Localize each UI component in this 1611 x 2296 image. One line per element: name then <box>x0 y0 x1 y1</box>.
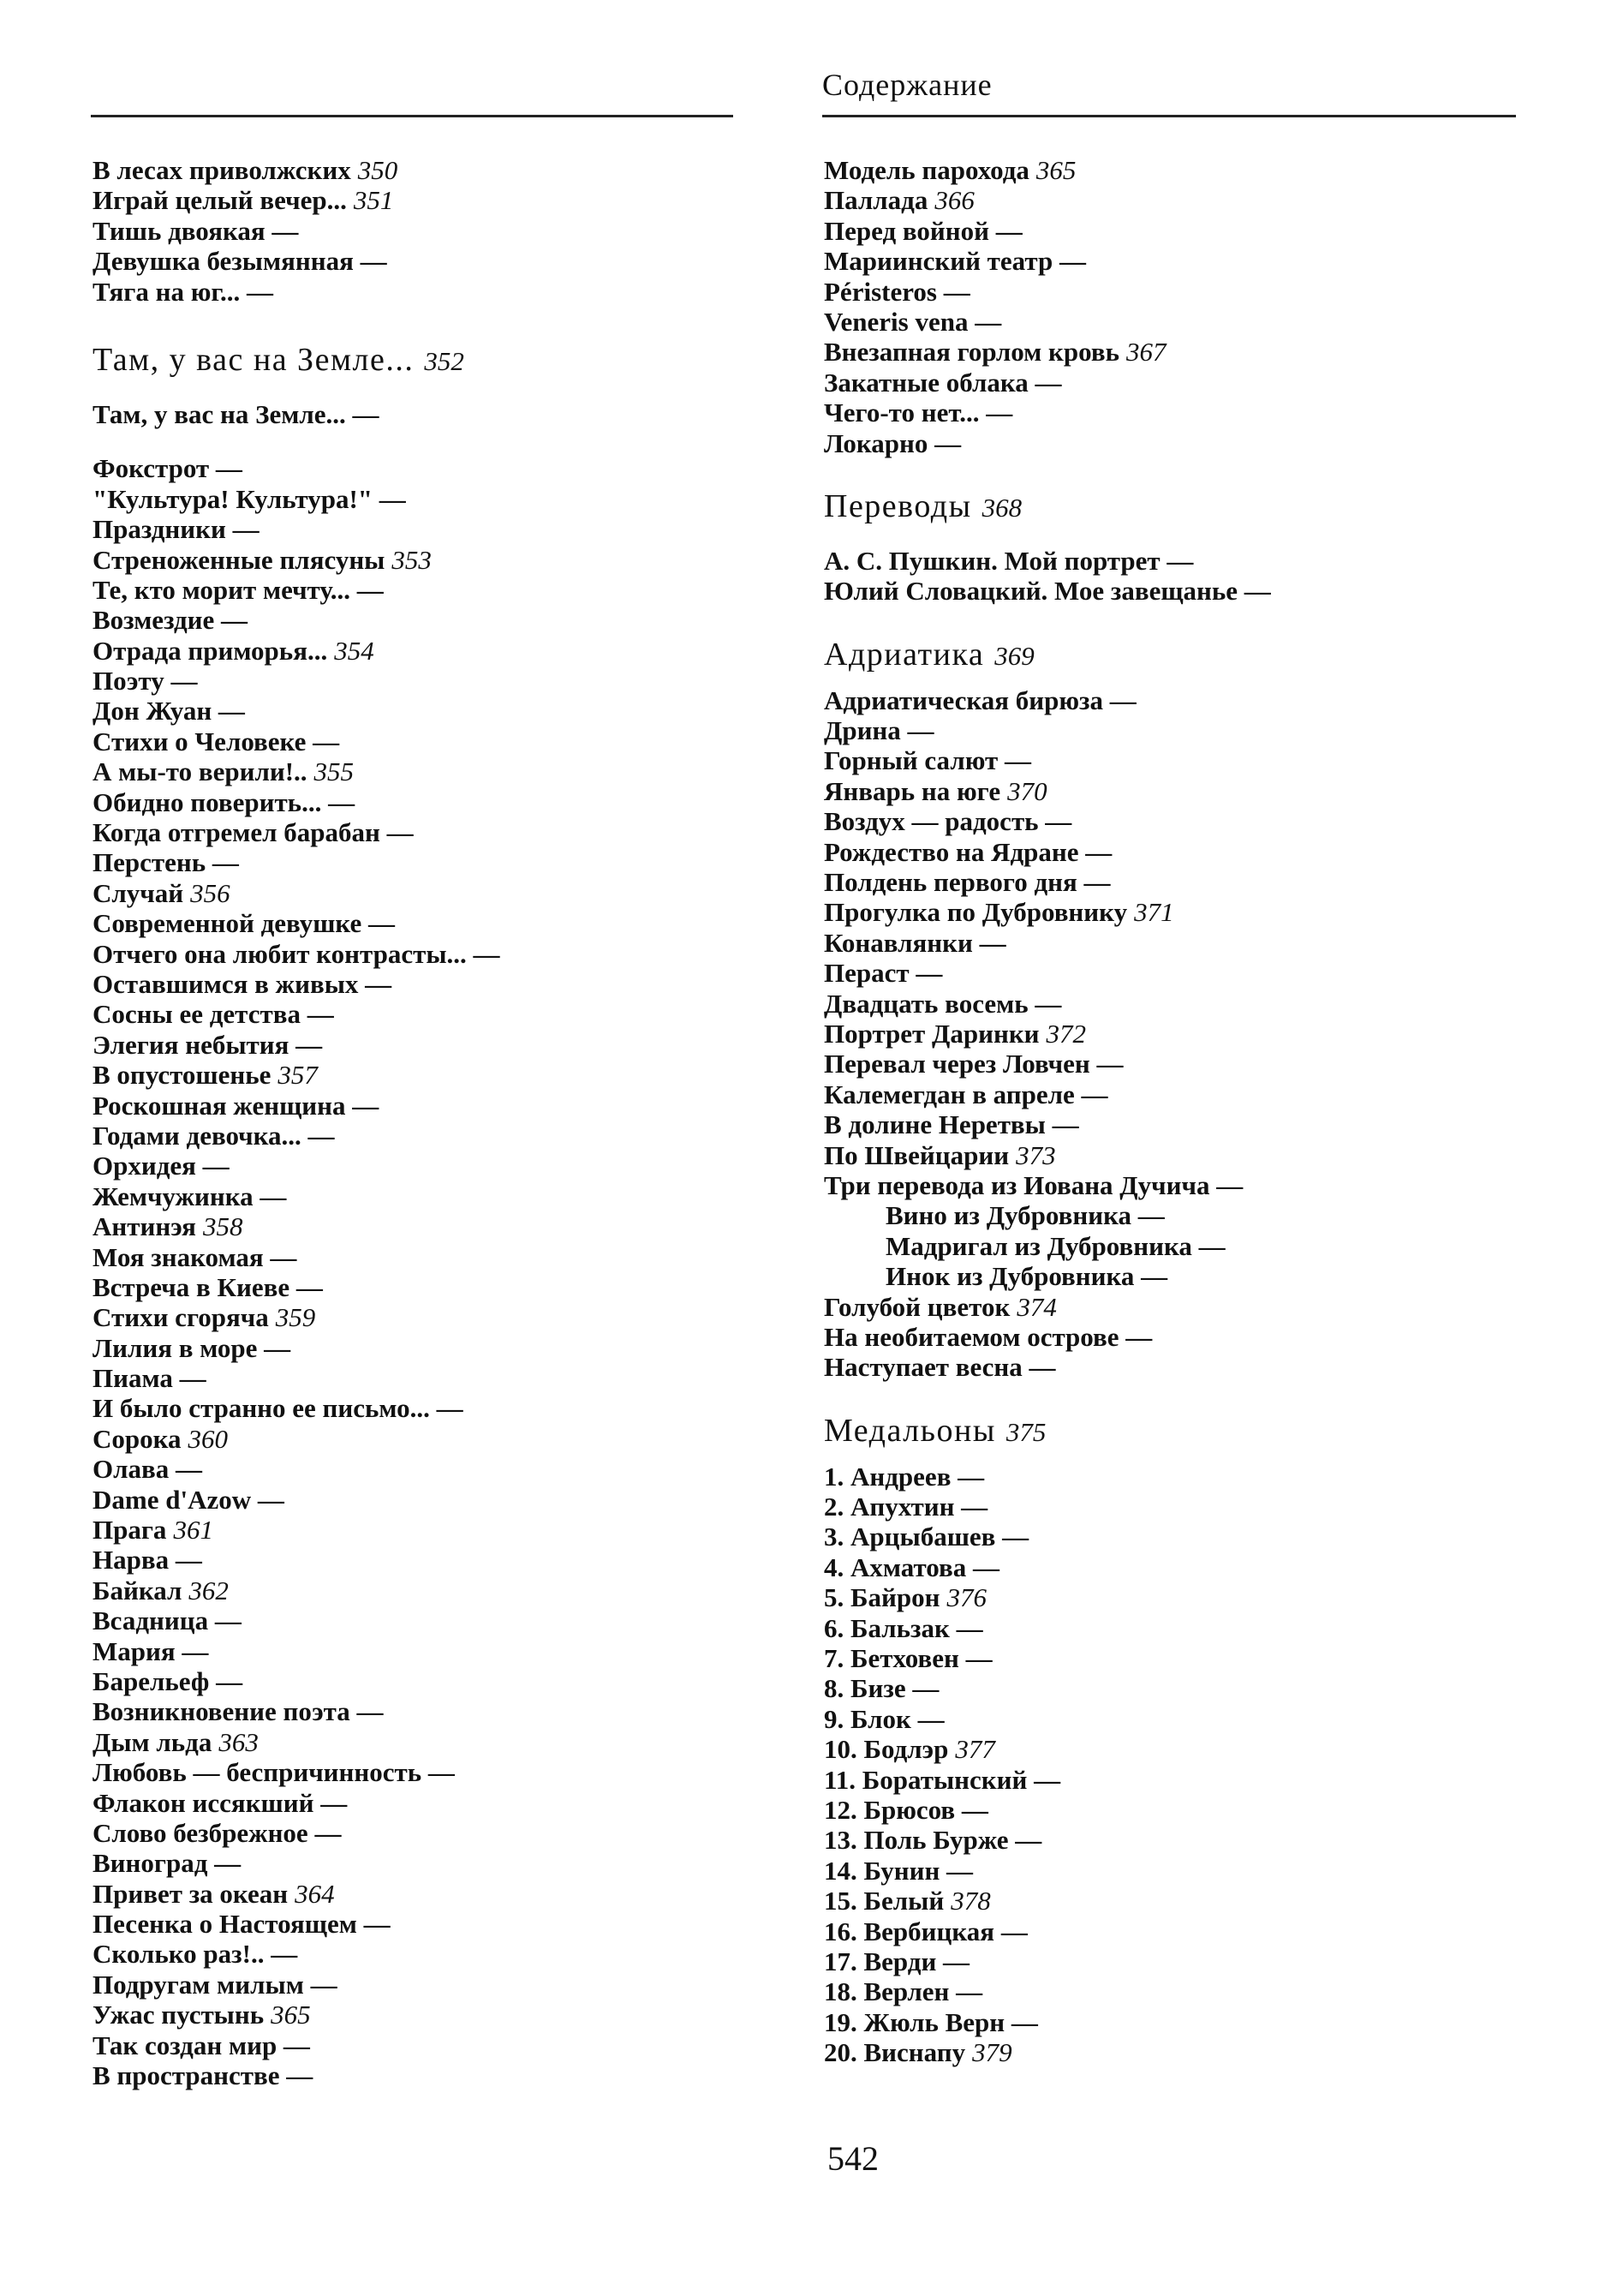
toc-entry-title: Барельеф — <box>92 1665 243 1696</box>
toc-entry-title: Там, у вас на Земле... — <box>92 398 379 429</box>
toc-entry-title: Воздух — радость — <box>824 806 1072 837</box>
toc-entry <box>92 1757 743 1787</box>
toc-entry <box>92 605 743 635</box>
toc-entry <box>824 1352 1526 1382</box>
toc-entry-page: 356 <box>190 877 230 908</box>
toc-entry-title: 13. Поль Бурже — <box>824 1825 1042 1856</box>
toc-entry-title: Лилия в море — <box>92 1332 291 1363</box>
toc-entry <box>824 576 1526 606</box>
toc-entry <box>92 1909 743 1939</box>
toc-entry-page: 362 <box>188 1575 229 1605</box>
toc-entry-title: Péristeros — <box>824 276 970 307</box>
toc-entry <box>824 928 1526 958</box>
section-heading <box>92 341 743 380</box>
toc-entry <box>92 277 743 307</box>
toc-entry-page: 360 <box>188 1423 229 1454</box>
toc-entry <box>824 1704 1526 1734</box>
toc-entry-title: Инок из Дубровника — <box>886 1261 1168 1292</box>
toc-entry <box>824 1231 1526 1261</box>
toc-entry-page: 351 <box>353 185 394 216</box>
toc-entry-title: Стихи о Человеке — <box>92 726 340 756</box>
toc-entry-title: Модель парохода <box>824 155 1029 185</box>
toc-entry <box>824 1170 1526 1200</box>
toc-entry-title: А мы-то верили!.. <box>92 756 307 787</box>
toc-entry <box>92 216 743 246</box>
toc-entry <box>92 2030 743 2060</box>
toc-entry-page: 357 <box>277 1060 318 1091</box>
toc-entry-title: Жемчужинка — <box>92 1181 287 1211</box>
toc-entry-title: Перстень — <box>92 847 239 878</box>
toc-entry <box>824 2037 1526 2067</box>
toc-entry-title: Тяга на юг... — <box>92 276 273 307</box>
toc-entry <box>92 1060 743 1090</box>
page-number: 542 <box>827 2139 879 2178</box>
toc-group <box>92 155 743 307</box>
toc-entry-title: Перевал через Ловчен — <box>824 1049 1124 1079</box>
toc-entry-title: 4. Ахматова — <box>824 1552 1000 1582</box>
toc-entry-title: Играй целый вечер... <box>92 185 347 216</box>
toc-entry-title: Антинэя <box>92 1211 196 1242</box>
toc-entry-title: Внезапная горлом кровь <box>824 337 1119 368</box>
toc-entry-title: Фокстрот — <box>92 453 242 484</box>
toc-entry <box>824 546 1526 576</box>
toc-entry <box>824 1976 1526 2006</box>
toc-entry <box>92 1454 743 1484</box>
toc-entry-title: Всадница — <box>92 1605 242 1636</box>
toc-column-right <box>824 155 1526 2067</box>
toc-entry <box>92 1848 743 1878</box>
toc-entry-title: Адриатическая бирюза — <box>824 685 1137 715</box>
toc-entry <box>824 155 1526 185</box>
toc-entry-page: 365 <box>271 2000 311 2030</box>
toc-entry-page: 366 <box>934 185 975 216</box>
header-rule-left <box>91 115 733 117</box>
toc-entry-title: 14. Бунин — <box>824 1855 974 1886</box>
toc-entry <box>824 745 1526 775</box>
toc-entry-title: 16. Вербицкая — <box>824 1916 1028 1946</box>
toc-entry-title: Случай <box>92 877 184 908</box>
toc-entry <box>92 1515 743 1545</box>
toc-entry-title: 2. Апухтин — <box>824 1492 988 1522</box>
toc-entry-title: Девушка безымянная — <box>92 246 387 277</box>
toc-entry-title: 11. Боратынский — <box>824 1764 1061 1795</box>
toc-entry-title: 15. Белый <box>824 1886 945 1916</box>
toc-entry-page: 350 <box>357 155 398 185</box>
toc-entry <box>824 307 1526 337</box>
toc-entry <box>824 1765 1526 1795</box>
toc-entry <box>92 1091 743 1121</box>
toc-group <box>92 399 743 429</box>
toc-entry <box>92 817 743 847</box>
toc-entry-title: Голубой цветок <box>824 1291 1011 1322</box>
toc-entry-title: "Культура! Культура!" — <box>92 483 406 514</box>
toc-entry-title: Пераст — <box>824 958 943 989</box>
toc-entry <box>92 1485 743 1515</box>
toc-entry-page: 373 <box>1016 1139 1056 1170</box>
toc-column-left <box>92 155 743 2090</box>
toc-group <box>824 546 1526 607</box>
toc-entry <box>824 1140 1526 1170</box>
toc-entry-title: Обидно поверить... — <box>92 786 355 817</box>
toc-entry <box>92 1030 743 1060</box>
toc-entry-title: Байкал <box>92 1575 182 1605</box>
toc-entry-title: Дым льда <box>92 1726 212 1757</box>
toc-entry-title: 20. Виснапу <box>824 2037 966 2068</box>
toc-entry-title: 12. Брюсов — <box>824 1794 988 1825</box>
toc-group <box>824 1462 1526 2068</box>
toc-entry <box>824 1856 1526 1886</box>
toc-entry <box>824 1552 1526 1582</box>
toc-entry-title: 10. Бодлэр <box>824 1734 949 1765</box>
toc-entry-title: Портрет Даринки <box>824 1018 1040 1049</box>
toc-entry-title: Стихи сгоряча <box>92 1302 269 1333</box>
toc-entry <box>92 1818 743 1848</box>
toc-entry <box>824 1673 1526 1703</box>
toc-entry <box>824 958 1526 988</box>
toc-entry <box>92 696 743 726</box>
toc-entry <box>92 1302 743 1332</box>
toc-entry-title: Пиама — <box>92 1363 206 1394</box>
toc-entry-title: 7. Бетховен — <box>824 1643 993 1674</box>
toc-entry <box>92 878 743 908</box>
toc-entry-title: Прага <box>92 1515 167 1546</box>
toc-entry-title: На необитаемом острове — <box>824 1321 1153 1352</box>
toc-entry <box>92 155 743 185</box>
toc-entry-title: Вино из Дубровника — <box>886 1200 1165 1231</box>
toc-entry <box>824 1261 1526 1291</box>
toc-entry-title: Юлий Словацкий. Мое завещанье — <box>824 576 1271 607</box>
toc-entry <box>92 1576 743 1605</box>
toc-entry <box>824 806 1526 836</box>
toc-entry <box>92 1121 743 1151</box>
toc-entry <box>92 1181 743 1211</box>
toc-entry-title: Дрина — <box>824 715 934 746</box>
toc-entry <box>824 685 1526 715</box>
toc-entry <box>92 1272 743 1302</box>
toc-entry <box>824 1643 1526 1673</box>
toc-entry <box>824 185 1526 215</box>
toc-entry <box>824 989 1526 1019</box>
toc-entry-title: 1. Андреев — <box>824 1461 985 1492</box>
toc-entry <box>92 399 743 429</box>
toc-entry <box>92 1211 743 1241</box>
toc-entry-page: 376 <box>946 1582 987 1613</box>
section-title: Там, у вас на Земле... <box>92 341 415 378</box>
toc-entry <box>824 1946 1526 1976</box>
toc-entry <box>824 867 1526 897</box>
toc-entry <box>92 185 743 215</box>
toc-entry <box>824 398 1526 428</box>
toc-entry <box>824 1916 1526 1946</box>
toc-entry-title: Те, кто морит мечту... — <box>92 574 384 605</box>
toc-entry-page: 377 <box>955 1734 995 1765</box>
toc-entry-title: Отрада приморья... <box>92 635 328 666</box>
toc-entry <box>824 337 1526 367</box>
toc-entry-title: Элегия небытия — <box>92 1029 323 1060</box>
toc-entry-title: Нарва — <box>92 1545 202 1576</box>
section-page: 352 <box>424 345 464 376</box>
toc-entry-page: 355 <box>313 756 355 787</box>
toc-entry-title: Подругам милым — <box>92 1969 337 2000</box>
toc-entry-title: Современной девушке — <box>92 908 395 939</box>
toc-entry <box>92 1788 743 1818</box>
toc-entry-title: Январь на юге <box>824 775 1001 806</box>
toc-entry <box>824 2007 1526 2037</box>
toc-entry-title: Праздники — <box>92 514 260 545</box>
toc-entry-title: 6. Бальзак — <box>824 1612 983 1643</box>
toc-entry-title: Мариинский театр — <box>824 246 1086 277</box>
toc-entry <box>92 1727 743 1757</box>
toc-entry <box>824 1462 1526 1492</box>
toc-entry-title: Тишь двоякая — <box>92 215 299 246</box>
toc-entry-title: Наступает весна — <box>824 1352 1056 1383</box>
toc-entry-title: 5. Байрон <box>824 1582 940 1613</box>
toc-entry-title: 18. Верлен — <box>824 1976 983 2007</box>
toc-entry-title: Полдень первого дня — <box>824 867 1111 898</box>
section-heading <box>824 487 1526 527</box>
toc-entry-title: 9. Блок — <box>824 1703 945 1734</box>
toc-entry-title: Перед войной — <box>824 215 1023 246</box>
toc-entry <box>92 514 743 544</box>
toc-entry-title: Ужас пустынь <box>92 2000 265 2030</box>
toc-entry <box>824 216 1526 246</box>
toc-entry-title: Дон Жуан — <box>92 696 245 726</box>
header-rule-right <box>822 115 1516 117</box>
toc-entry-title: Стреноженные плясуны <box>92 544 385 575</box>
running-header: Содержание <box>822 68 993 102</box>
toc-entry <box>92 726 743 756</box>
toc-group <box>92 453 743 2090</box>
toc-entry <box>824 1886 1526 1916</box>
section-title: Медальоны <box>824 1412 996 1449</box>
toc-entry <box>92 787 743 817</box>
toc-entry <box>824 1734 1526 1764</box>
toc-entry <box>824 1079 1526 1109</box>
toc-entry-page: 365 <box>1035 155 1077 185</box>
toc-entry-title: Оставшимся в живых — <box>92 968 392 999</box>
toc-entry <box>92 453 743 483</box>
toc-entry-title: 3. Арцыбашев — <box>824 1522 1029 1552</box>
toc-entry <box>92 1363 743 1393</box>
toc-entry <box>824 776 1526 806</box>
toc-entry-title: И было странно ее письмо... — <box>92 1393 463 1424</box>
section-page: 368 <box>982 492 1023 523</box>
toc-entry <box>92 484 743 514</box>
toc-entry <box>92 908 743 938</box>
toc-entry <box>824 1322 1526 1352</box>
toc-entry-page: 374 <box>1017 1291 1057 1322</box>
toc-entry-page: 359 <box>275 1302 316 1333</box>
toc-entry <box>92 1151 743 1181</box>
toc-entry-title: Орхидея — <box>92 1151 230 1181</box>
toc-entry <box>92 1424 743 1454</box>
toc-entry-page: 371 <box>1134 897 1174 928</box>
toc-entry-title: 8. Бизе — <box>824 1673 940 1704</box>
toc-entry <box>824 1492 1526 1522</box>
toc-entry <box>92 939 743 969</box>
toc-entry <box>92 2000 743 2030</box>
toc-entry-page: 372 <box>1046 1018 1087 1049</box>
toc-entry <box>92 1636 743 1666</box>
toc-entry <box>92 1970 743 2000</box>
toc-entry <box>92 756 743 786</box>
toc-entry-title: Олава — <box>92 1454 202 1485</box>
toc-entry-title: Встреча в Киеве — <box>92 1271 323 1302</box>
toc-entry-title: Veneris vena — <box>824 306 1002 337</box>
toc-entry-title: Роскошная женщина — <box>92 1090 379 1121</box>
toc-entry <box>92 666 743 696</box>
toc-entry <box>92 1939 743 1969</box>
toc-entry <box>92 1545 743 1575</box>
toc-entry-title: Возмездие — <box>92 605 248 636</box>
toc-entry <box>92 1333 743 1363</box>
toc-entry <box>824 277 1526 307</box>
toc-entry <box>92 1605 743 1635</box>
toc-entry <box>824 715 1526 745</box>
toc-entry-title: Так создан мир — <box>92 2030 310 2060</box>
toc-entry-title: 19. Жюль Верн — <box>824 2006 1038 2037</box>
toc-entry-page: 379 <box>972 2037 1012 2068</box>
section-page: 375 <box>1005 1416 1047 1447</box>
toc-entry-title: Любовь — беспричинность — <box>92 1757 455 1788</box>
toc-entry <box>92 636 743 666</box>
toc-entry <box>92 575 743 605</box>
toc-entry-title: Рождество на Ядране — <box>824 836 1113 867</box>
toc-entry-title: Чего-то нет... — <box>824 398 1013 428</box>
toc-entry-title: Флакон иссякший — <box>92 1787 348 1818</box>
toc-entry-page: 361 <box>173 1515 213 1546</box>
section-heading <box>824 636 1526 675</box>
toc-entry-page: 367 <box>1126 337 1166 368</box>
toc-entry-title: Мадригал из Дубровника — <box>886 1230 1226 1261</box>
toc-entry-title: Годами девочка... — <box>92 1120 335 1151</box>
toc-entry <box>824 1049 1526 1079</box>
toc-entry-title: Горный салют — <box>824 745 1031 776</box>
toc-entry-title: Три перевода из Иована Дучича — <box>824 1169 1244 1200</box>
toc-entry <box>92 999 743 1029</box>
toc-entry-title: 17. Верди — <box>824 1946 970 1976</box>
toc-entry-title: Мария — <box>92 1635 209 1666</box>
toc-entry-page: 358 <box>202 1211 243 1242</box>
toc-entry <box>92 1696 743 1726</box>
toc-entry-page: 378 <box>951 1886 991 1916</box>
toc-entry <box>92 1242 743 1272</box>
section-heading <box>824 1412 1526 1451</box>
toc-entry-title: Сорока <box>92 1423 182 1454</box>
toc-entry <box>92 1393 743 1423</box>
toc-entry <box>92 969 743 999</box>
toc-entry <box>92 1879 743 1909</box>
toc-entry-title: В долине Неретвы — <box>824 1109 1079 1140</box>
toc-entry <box>824 1109 1526 1139</box>
toc-entry <box>824 897 1526 927</box>
toc-entry-title: А. С. Пушкин. Мой портрет — <box>824 545 1194 576</box>
toc-entry-title: Dame d'Azow — <box>92 1484 284 1515</box>
toc-entry-title: Поэту — <box>92 666 198 697</box>
toc-entry-title: Слово безбрежное — <box>92 1817 342 1848</box>
toc-entry-title: В опустошенье <box>92 1060 271 1091</box>
toc-group <box>824 685 1526 1383</box>
toc-entry <box>824 1795 1526 1825</box>
toc-entry-title: Отчего она любит контрасты... — <box>92 938 500 969</box>
toc-entry-title: Моя знакомая — <box>92 1241 297 1272</box>
toc-entry-title: Конавлянки — <box>824 927 1006 958</box>
toc-entry <box>92 2060 743 2090</box>
toc-entry-title: Закатные облака — <box>824 367 1062 398</box>
toc-entry-title: Сколько раз!.. — <box>92 1939 298 1970</box>
toc-entry-title: Виноград — <box>92 1848 242 1879</box>
toc-entry-title: Когда отгремел барабан — <box>92 817 414 848</box>
toc-entry-title: Возникновение поэта — <box>92 1696 384 1727</box>
toc-entry <box>824 246 1526 276</box>
toc-entry-page: 353 <box>391 544 432 575</box>
toc-entry <box>824 1200 1526 1230</box>
toc-entry-title: По Швейцарии <box>824 1139 1010 1170</box>
toc-entry <box>92 545 743 575</box>
toc-entry-title: Калемегдан в апреле — <box>824 1079 1108 1109</box>
toc-entry-title: Локарно — <box>824 428 962 458</box>
toc-entry <box>824 1582 1526 1612</box>
section-page: 369 <box>994 640 1035 671</box>
toc-entry-title: В пространстве — <box>92 2060 313 2091</box>
toc-entry <box>824 1825 1526 1855</box>
toc-entry <box>824 1613 1526 1643</box>
toc-entry-title: В лесах приволжских <box>92 155 351 185</box>
toc-entry-title: Паллада <box>824 185 928 216</box>
toc-entry <box>824 1522 1526 1552</box>
toc-entry-page: 364 <box>295 1878 335 1909</box>
toc-entry <box>824 1019 1526 1049</box>
section-title: Переводы <box>824 487 972 524</box>
toc-entry-title: Двадцать восемь — <box>824 988 1062 1019</box>
section-title: Адриатика <box>824 636 985 673</box>
toc-entry <box>92 1666 743 1696</box>
toc-entry <box>92 246 743 276</box>
toc-entry <box>824 837 1526 867</box>
toc-entry-title: Песенка о Настоящем — <box>92 1909 391 1940</box>
toc-entry-page: 363 <box>218 1726 259 1757</box>
toc-entry-page: 354 <box>334 635 374 666</box>
toc-entry <box>92 847 743 877</box>
toc-entry-title: Привет за океан <box>92 1878 289 1909</box>
toc-entry <box>824 368 1526 398</box>
toc-entry <box>824 428 1526 458</box>
toc-group <box>824 155 1526 458</box>
toc-entry <box>824 1292 1526 1322</box>
toc-entry-title: Прогулка по Дубровнику <box>824 897 1128 928</box>
toc-entry-page: 370 <box>1007 775 1047 806</box>
toc-entry-title: Сосны ее детства — <box>92 999 334 1030</box>
